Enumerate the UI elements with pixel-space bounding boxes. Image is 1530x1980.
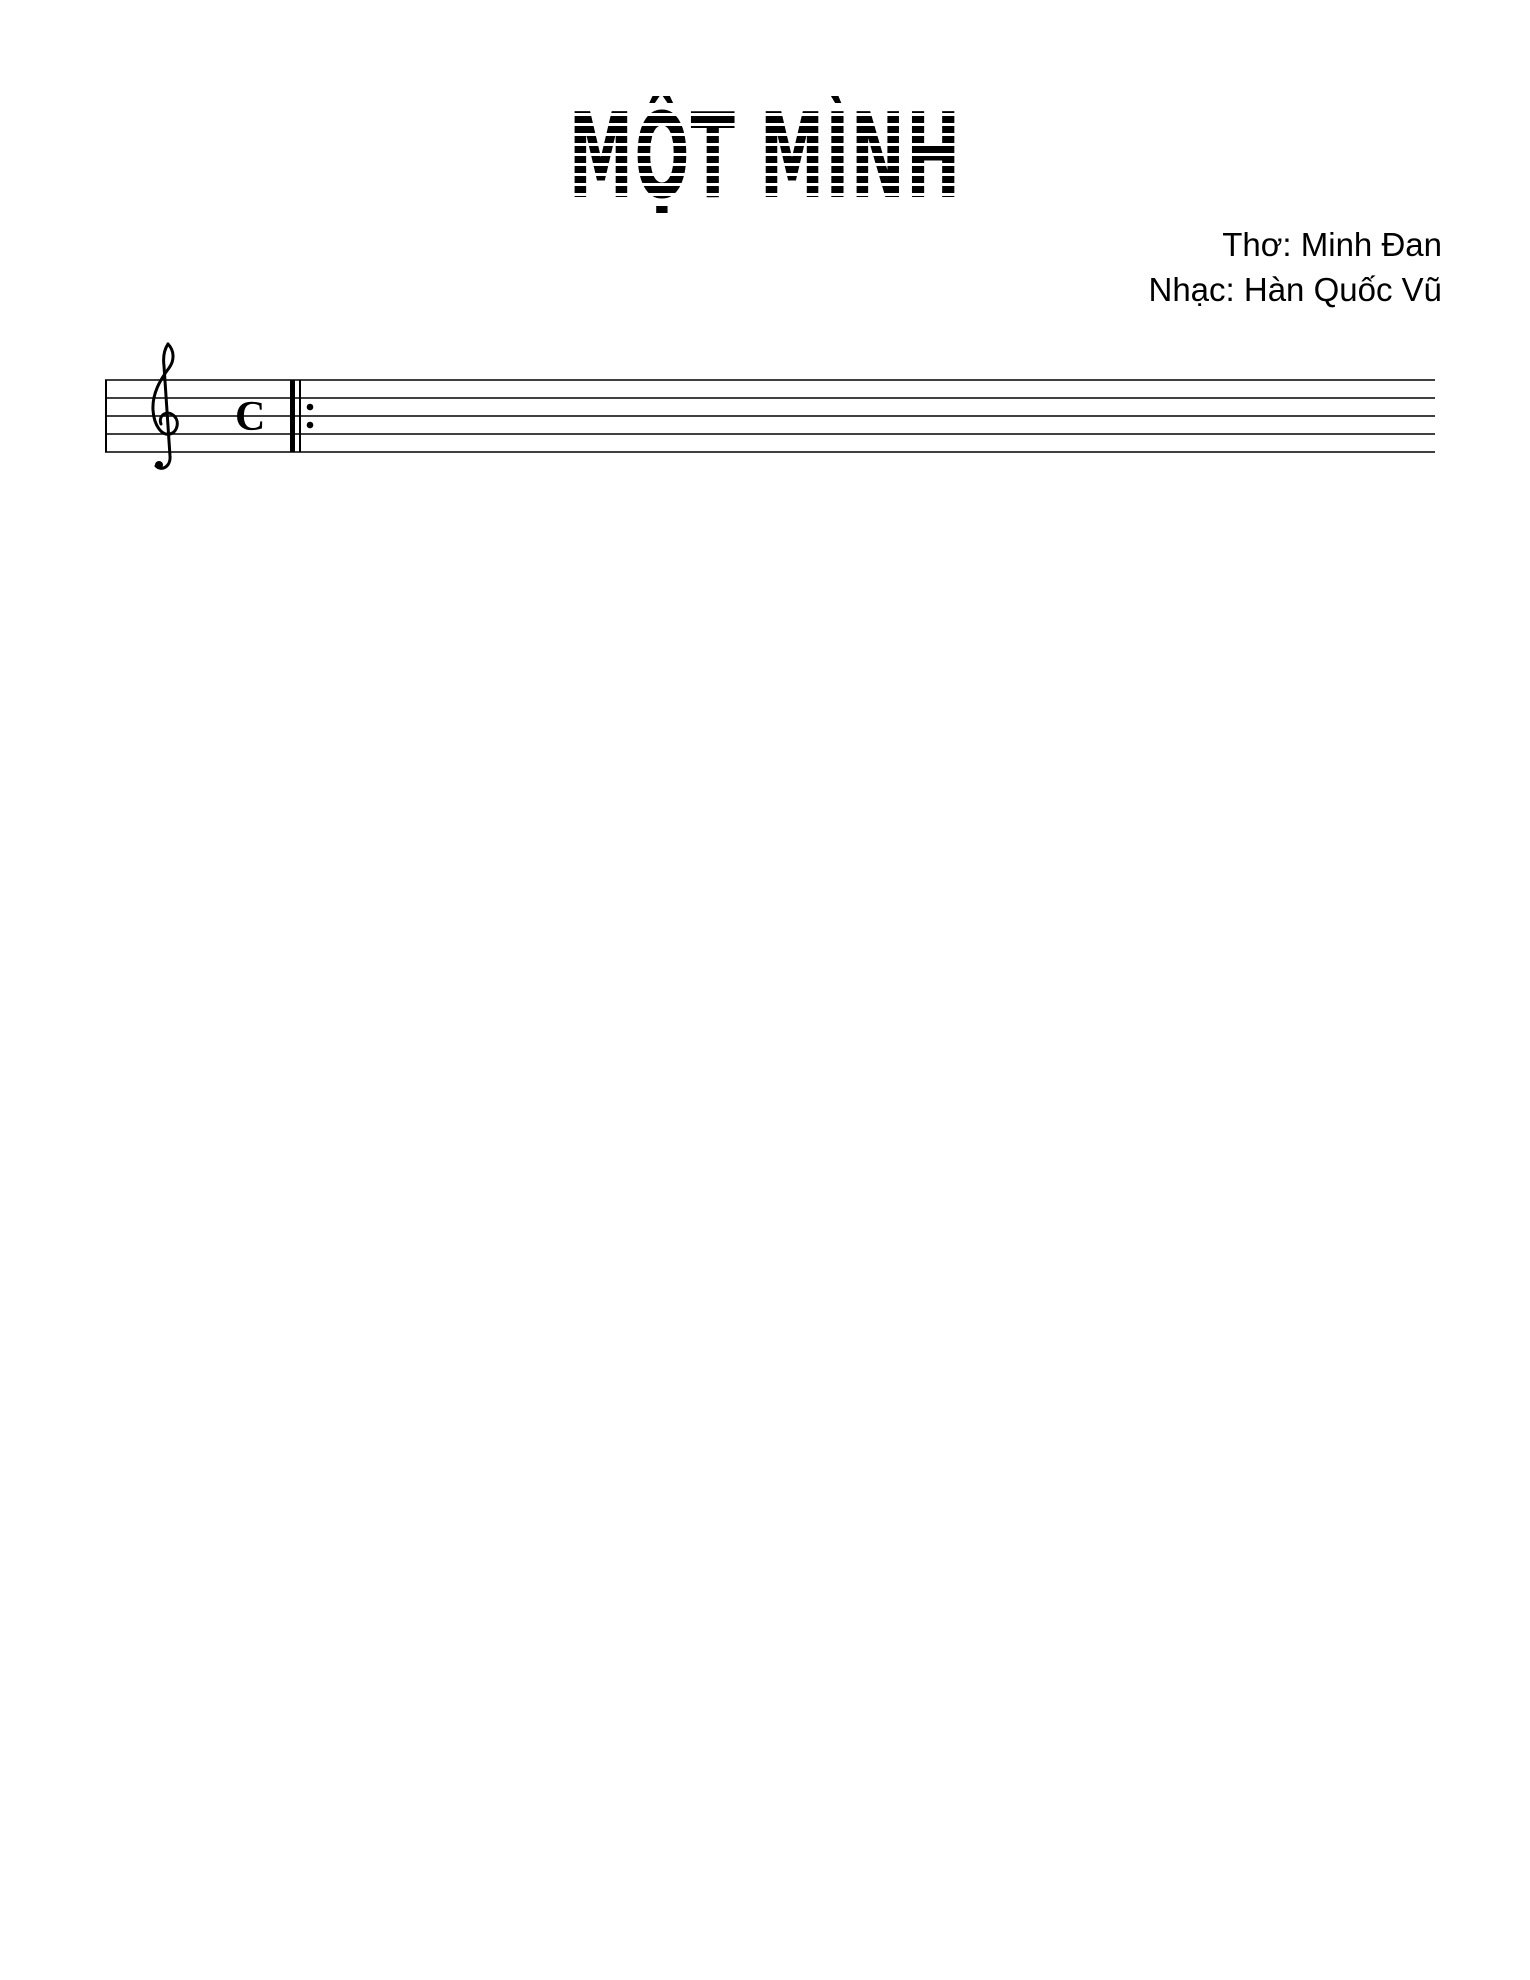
credit-music: Nhạc: Hàn Quốc Vũ — [1148, 271, 1442, 308]
svg-text:C: C — [235, 394, 266, 440]
staff-system-1 — [100, 310, 1440, 540]
song-title-wrap — [0, 87, 1530, 225]
song-title: MỘT MÌNH — [568, 87, 962, 225]
credits — [1149, 222, 1443, 312]
credit-poem: Thơ: Minh Đan — [1222, 226, 1442, 263]
